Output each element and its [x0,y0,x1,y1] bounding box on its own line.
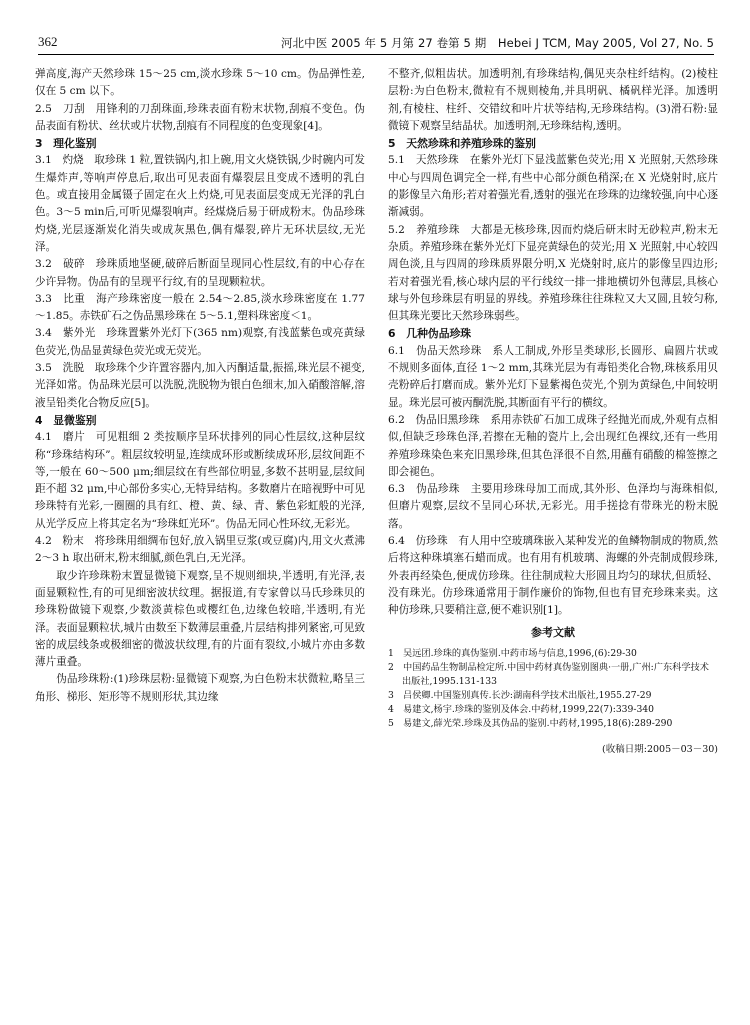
paragraph: 取少许珍珠粉末置显微镜下观察,呈不规则细块,半透明,有光泽,表面显颗粒性,有的可见细密波状纹理。据报道,有专家曾以马氏珍珠贝的珍珠粉做镜下观察,少数淡黄棕色或樱红色,边缘色较暗,半透明,有光泽。表面显颗粒状,城片由数至下数薄层重叠,片层结构排列紧密,可见致密的成层线条或极细密的微波状纹理,有的片面有裂纹,小城片亦由多数薄片重叠。 [35,569,365,669]
paragraph: 6.3 伪品珍珠 主要用珍珠母加工而成,其外形、色泽均与海珠相似,但磨片观察,层纹不呈同心环状,无彩光。用手搓捻有带珠光的粉末脱落。 [388,483,718,530]
received-date: (收稿日期:2005－03－30) [602,743,718,755]
paragraph: 3.5 洗脱 取珍珠个少许置容器内,加入丙酮适量,振摇,珠光层不褪变,光泽如常。伪品珠光层可以洗脱,洗脱物为银白色细末,加入硝酸溶解,溶液呈铅类化合物反应[5]。 [35,362,365,409]
paragraph: 3.2 破碎 珍珠质地坚硬,破碎后断面呈现同心性层纹,有的中心存在少许异物。伪品有的呈现平行纹,有的呈现颗粒状。 [35,258,365,288]
right-column [388,66,718,758]
paragraph: 弹高度,海产天然珍珠 15～25 cm,淡水珍珠 5～10 cm。伪品弹性差,仅在 5 cm 以下。 [35,68,365,98]
reference-item: 2 中国药品生物制品检定所.中国中药材真伪鉴别图典·一册,广州:广东科学技术出版社,1995.131-133 [388,661,709,687]
page-number: 362 [38,34,58,49]
section-heading: 6 几种伪品珍珠 [388,327,472,341]
paragraph: 5.1 天然珍珠 在紫外光灯下显浅蓝紫色荧光;用 X 光照射,天然珍珠中心与四周色调完全一样,有些中心部分颜色稍深;在 X 光烧射时,底片的影像呈六角形;若对着强光看,透射的强光在珍珠的边缘较强,向中心逐渐减弱。 [388,154,718,219]
paragraph: 不整齐,似粗齿状。加透明剂,有珍珠结构,偶见夹杂柱纤结构。(2)棱柱层粉:为白色粉末,微粒有不规则棱角,并具明矾、橘矾样光泽。加透明剂,有棱柱、柱纤、交错纹和叶片状等结构,无珍珠结构。(3)滑石粉:显微镜下观察呈结晶状。加透明剂,无珍珠结构,透明。 [388,68,718,132]
paragraph: 3.1 灼烧 取珍珠 1 粒,置铁锅内,扣上碗,用文火烧铁锅,少时碗内可发生爆炸声,等响声停息后,取出可见表面有爆裂层且变成不透明的乳白色。或直接用金属镊子固定在火上灼烧,可见表面层变成无光泽的乳白色。3～5 min后,可听见爆裂响声。经煤烧后易于研成粉末。伪品珍珠灼烧,光层逐渐炭化消失或成灰黑色,偶有爆裂,碎片无环状层纹,无光泽。 [35,154,365,253]
running-head: 河北中医 2005 年 5 月第 27 卷第 5 期 Hebei J TCM, May 2005, Vol 27, No. 5 [280,36,714,50]
paragraph: 4.2 粉末 将珍珠用细绸布包好,放入锅里豆浆(或豆腐)内,用文火煮沸 2～3 h 取出研末,粉末细腻,颜色乳白,无光泽。 [35,535,365,565]
reference-item: 5 易建文,薛光荣.珍珠及其伪品的鉴别.中药材,1995,18(6):289-290 [388,717,673,729]
paragraph: 6.2 伪品旧黑珍珠 系用赤铁矿石加工成珠子经抛光而成,外观有点相似,但缺乏珍珠色泽,若擦在无釉的瓷片上,会出现红色裸纹,还有一些用养殖珍珠染色来充旧黑珍珠,但其色泽很不自然,用蘸有硝酸的棉签擦之即会褪色。 [388,413,718,478]
references-title: 参考文献 [531,625,575,639]
reference-item: 1 吴远团.珍珠的真伪鉴别.中药市场与信息,1996,(6):29-30 [388,647,637,659]
paragraph: 6.1 伪品天然珍珠 系人工制成,外形呈类球形,长圆形、扁圆片状或不规则多面体,直径 1～2 mm,其珠光层为有毒铅类化合物,珠核系用贝壳粉碎后打磨而成。紫外光灯下显紫褐色荧光,个别为黄绿色,中间较明显。珠光层可被丙酮洗脱,其断面有平行的横纹。 [388,344,718,409]
paragraph: 2.5 刀刮 用锋利的刀刮珠面,珍珠表面有粉末状物,刮痕不变色。伪品表面有粉状、丝状或片状物,刮痕有不同程度的色变现象[4]。 [35,102,365,132]
section-heading: 3 理化鉴别 [35,137,97,151]
paragraph: 3.3 比重 海产珍珠密度一般在 2.54～2.85,淡水珍珠密度在 1.77～1.85。赤铁矿石之伪品黑珍珠在 5～5.1,塑料珠密度＜1。 [35,292,365,323]
paragraph: 伪品珍珠粉:(1)珍珠层粉:显微镜下观察,为白色粉末状微粒,略呈三角形、梯形、矩形等不规则形状,其边缘 [35,673,365,703]
left-column [35,66,365,706]
reference-item: 4 易建文,杨宇.珍珠的鉴别及体会.中药材,1999,22(7):339-340 [388,703,654,715]
reference-item: 3 吕侯卿.中国鉴别真传.长沙:湖南科学技术出版社,1955.27-29 [388,689,652,701]
paragraph: 6.4 仿珍珠 有人用中空玻璃珠嵌入某种发光的鱼鳞物制成的物质,然后将这种珠填塞石蜡而成。也有用有机玻璃、海螺的外壳制成假珍珠,外表再经染色,便成仿珍珠。往往制成粒大形圆且均匀的球状,但质轻、没有珠光。仿珍珠通常用于制作廉价的饰物,但也有冒充珍珠来卖。这种仿珍珠,只要稍注意,便不难识别[1]。 [388,535,718,617]
page-header [38,34,714,55]
references-list [388,647,718,731]
section-heading: 4 显微鉴别 [35,413,97,427]
paragraph: 5.2 养殖珍珠 大都是无核珍珠,因而灼烧后研末时无砂粒声,粉末无杂质。养殖珍珠在紫外光灯下显亮黄绿色的荧光;用 X 光照射,中心较四周色淡,且与四周的珍珠质界限分明,X 光烧射时,底片的影像呈四边形;若对着强光看,核心球内层的平行线纹一排一排地横切外包薄层,具核心球与外包珍珠层有明显的界线。养殖珍珠往往珠粒又大又圆,且较匀称,但其珠光要比天然珍珠弱些。 [388,223,718,323]
section-heading: 5 天然珍珠和养殖珍珠的鉴别 [388,137,536,151]
paragraph: 3.4 紫外光 珍珠置紫外光灯下(365 nm)观察,有浅蓝紫色或亮黄绿色荧光,伪品显黄绿色荧光或无荧光。 [35,327,365,357]
paragraph: 4.1 磨片 可见粗细 2 类按顺序呈环状排列的同心性层纹,这种层纹称“珍珠结构环”。粗层纹较明显,连续成环形或断续成环形,层纹间距不等,一般在 60～500 μm;细层纹在有些部位明显,多数不甚明显,层纹间距不超 32 μm,中心部份多实心,无特异结构。多数磨片在暗视野中可见珍珠特有光彩,一圈圈的具有红、橙、黄、绿、青、紫色彩虹般的光泽,从光学反应上将其定名为“珍珠虹光环”。伪品无同心性环纹,无彩光。 [35,431,366,530]
